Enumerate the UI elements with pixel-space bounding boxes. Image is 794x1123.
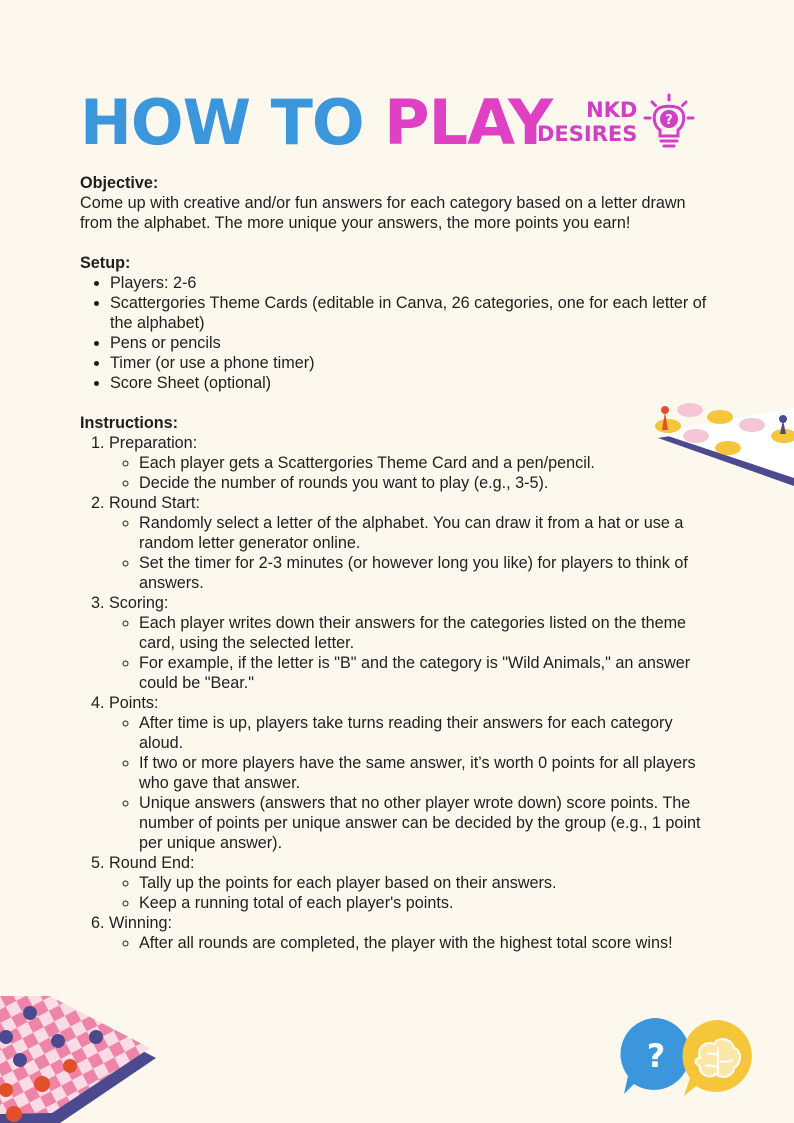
page-title (80, 86, 553, 159)
list-item: ◦ Decide the number of rounds you want to play (e.g., 3-5). (139, 473, 720, 493)
step-title: Preparation: (109, 434, 198, 452)
list-item: ◦ Keep a running total of each player's points. (139, 893, 720, 913)
step-item (109, 693, 720, 853)
list-item: ◦ Randomly select a letter of the alphabet. You can draw it from a hat or use a random letter generator online. (139, 513, 720, 553)
svg-text:?: ? (646, 1037, 666, 1075)
instructions-heading: Instructions: (80, 414, 179, 432)
step-title: Scoring: (109, 594, 169, 612)
brand-line-1: NKD (586, 98, 638, 122)
step-item (109, 433, 720, 493)
list-item: ◦ After all rounds are completed, the player with the highest total score wins! (139, 933, 720, 953)
objective-text: Come up with creative and/or fun answers for each category based on a letter drawn from the alphabet. The more unique your answers, the more points you earn! (80, 194, 686, 232)
step-title: Winning: (109, 914, 172, 932)
list-item: ◦ Unique answers (answers that no other player wrote down) score points. The number of points per unique answer can be decided by the group (e.g., 1 point per unique answer). (139, 793, 720, 853)
title-part-2: PLAY (384, 86, 553, 159)
list-item: ◦ Each player writes down their answers for the categories listed on the theme card, using the selected letter. (139, 613, 720, 653)
speech-bubbles (620, 1018, 758, 1098)
step-title: Round End: (109, 854, 195, 872)
title-part-1: HOW TO (80, 86, 364, 159)
list-item: • Pens or pencils (110, 333, 720, 353)
list-item: ◦ After time is up, players take turns reading their answers for each category aloud. (139, 713, 720, 753)
instructions-list (80, 433, 720, 953)
step-item (109, 493, 720, 593)
list-item: ◦ Tally up the points for each player based on their answers. (139, 873, 720, 893)
setup-list (80, 273, 720, 393)
setup-heading: Setup: (80, 254, 131, 272)
list-item: • Score Sheet (optional) (110, 373, 720, 393)
brand-line-2: DESIRES (537, 122, 638, 146)
checkerboard-icon (0, 996, 158, 1123)
list-item: ◦ If two or more players have the same answer, it’s worth 0 points for all players who gave that answer. (139, 753, 720, 793)
step-title: Points: (109, 694, 159, 712)
objective-heading: Objective: (80, 174, 159, 192)
list-item: • Scattergories Theme Cards (editable in Canva, 26 categories, one for each letter of the alphabet) (110, 293, 720, 333)
list-item: ◦ Set the timer for 2-3 minutes (or however long you like) for players to think of answers. (139, 553, 720, 593)
list-item: ◦ Each player gets a Scattergories Theme Card and a pen/pencil. (139, 453, 720, 473)
question-bubble-icon (620, 1018, 689, 1094)
list-item: • Players: 2-6 (110, 273, 720, 293)
lightbulb-question-icon (643, 93, 695, 151)
list-item: • Timer (or use a phone timer) (110, 353, 720, 373)
rules-content (80, 173, 720, 953)
step-item (109, 853, 720, 913)
board-game-icon (648, 398, 794, 490)
svg-text:?: ? (665, 113, 674, 128)
step-item (109, 593, 720, 693)
step-item (109, 913, 720, 953)
brand-logo (537, 93, 695, 151)
list-item: ◦ For example, if the letter is "B" and the category is "Wild Animals," an answer could be "Bear." (139, 653, 720, 693)
brain-bubble-icon (682, 1020, 751, 1096)
step-title: Round Start: (109, 494, 200, 512)
brand-name (537, 98, 637, 146)
